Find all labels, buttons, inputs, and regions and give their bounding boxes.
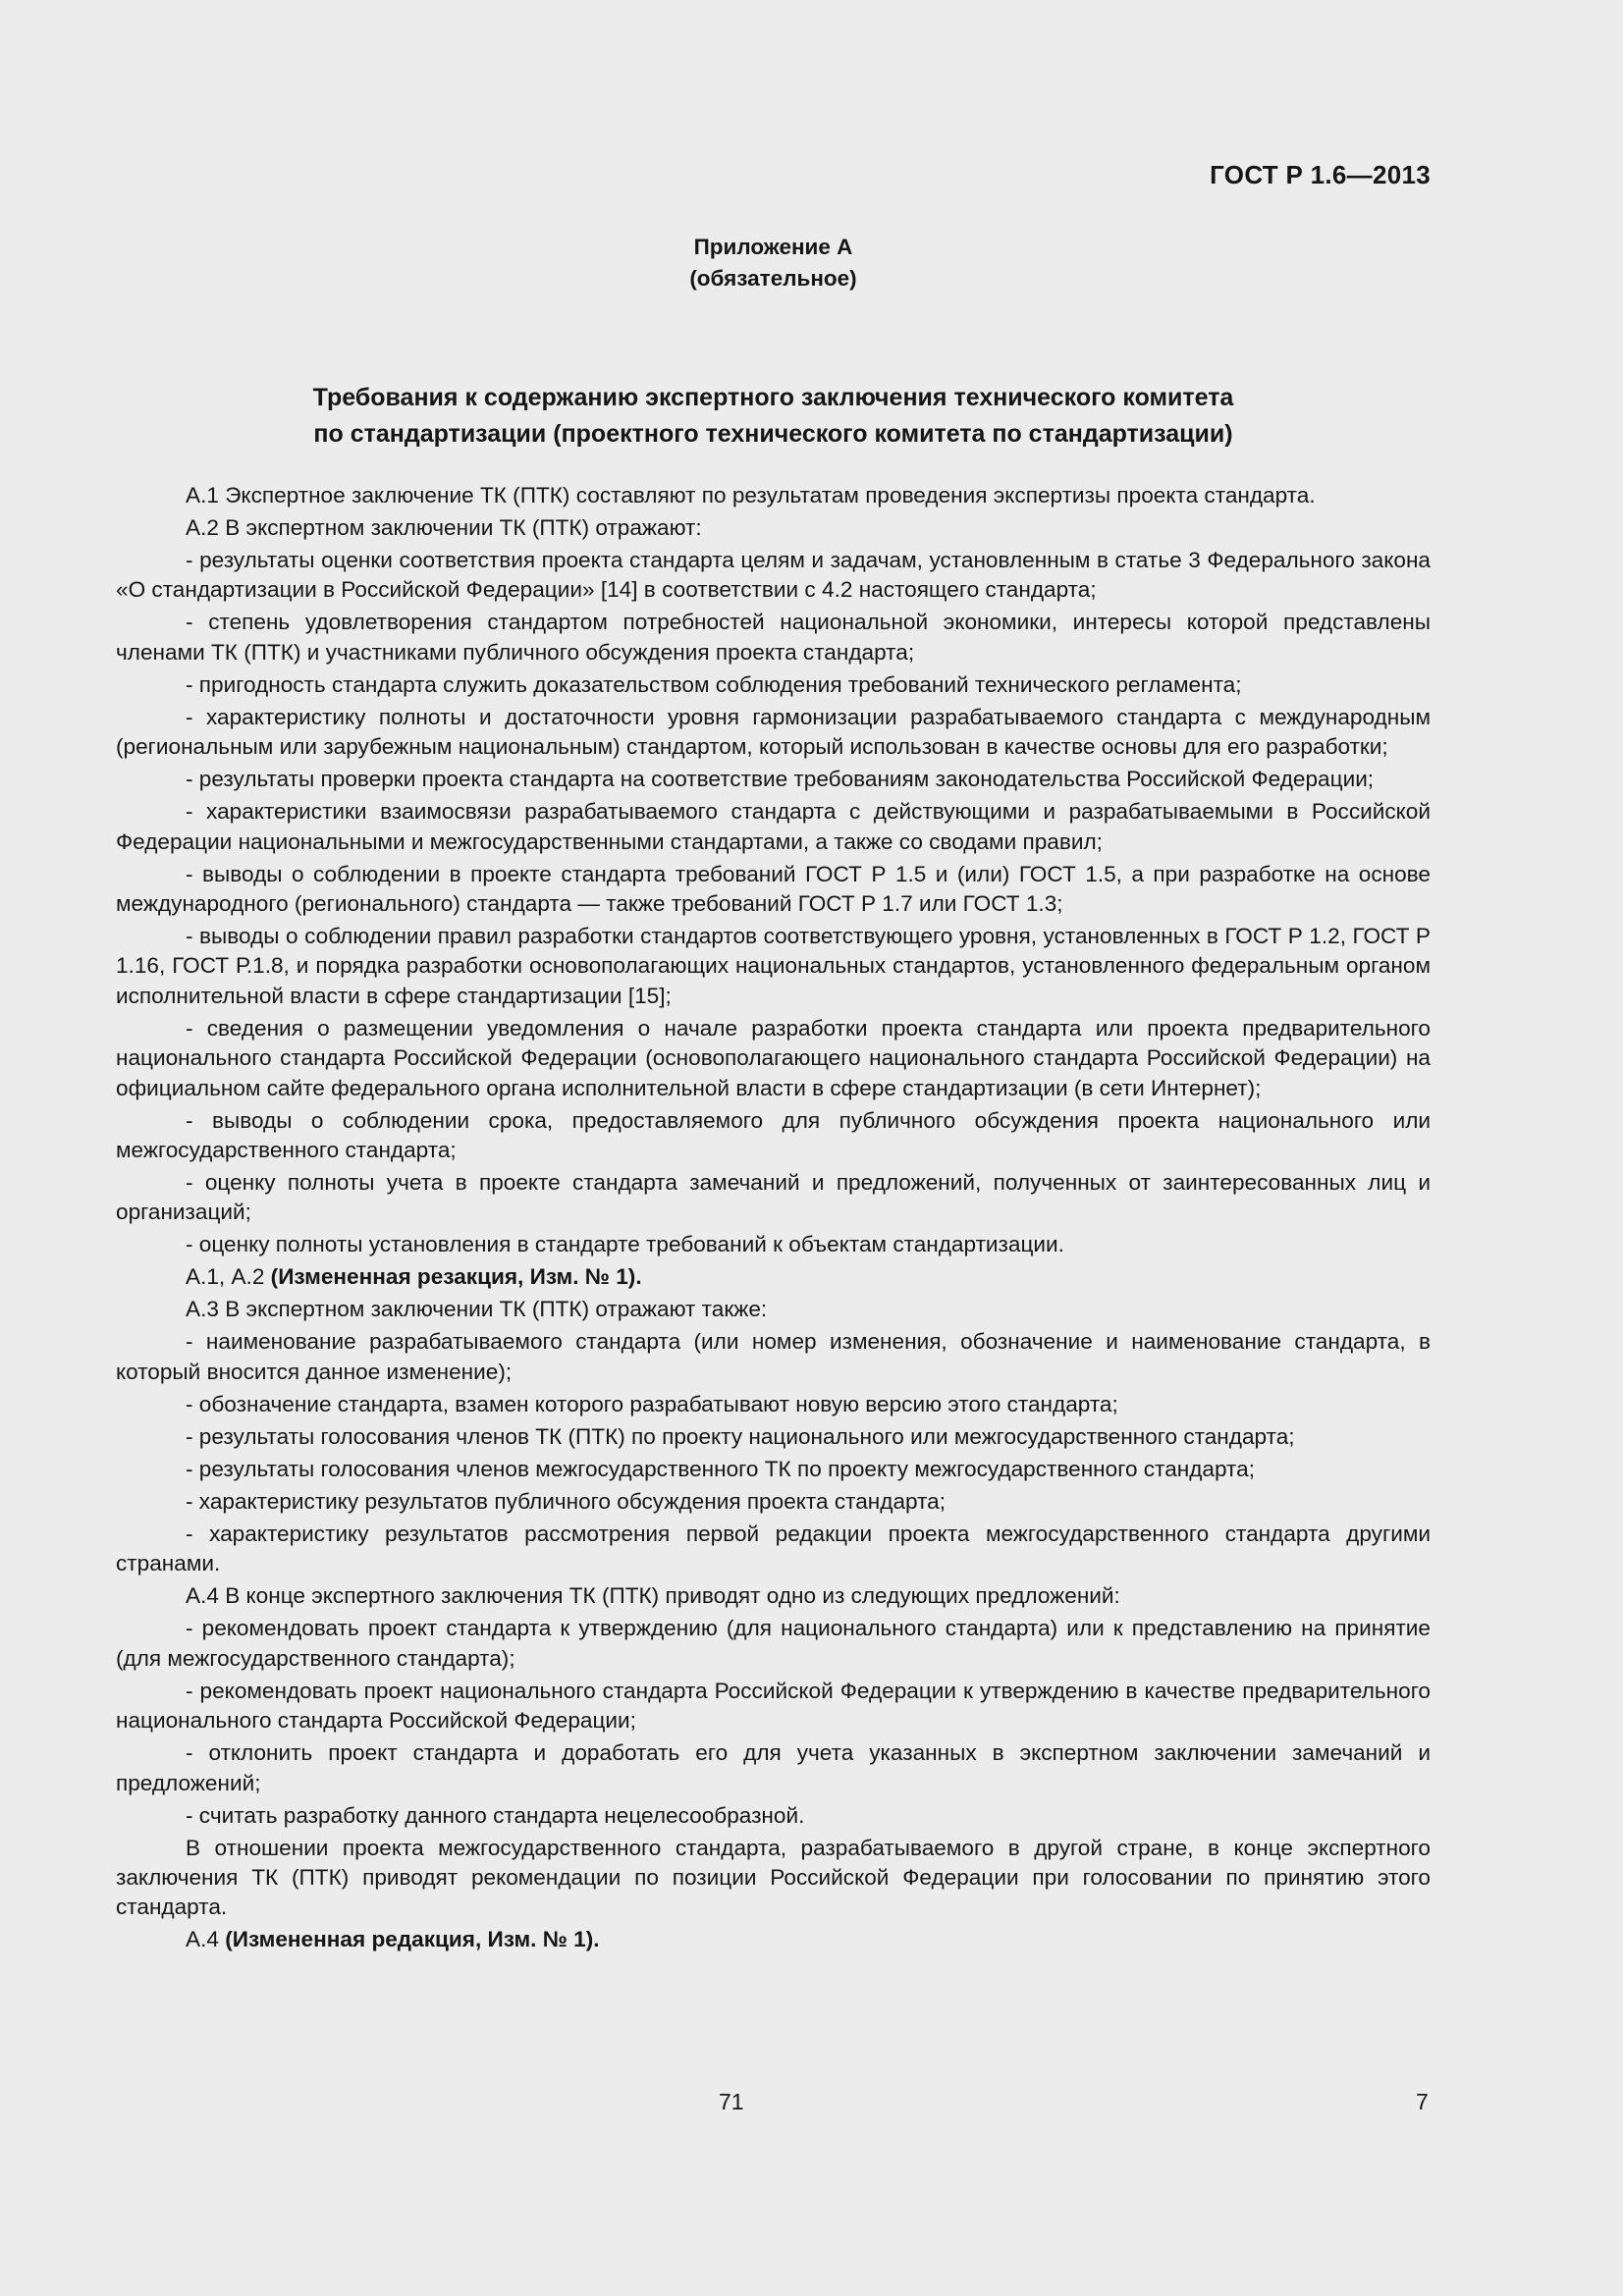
appendix-label: Приложение А — [693, 235, 853, 259]
page-number-center: 71 — [719, 2089, 744, 2114]
paragraph: В отношении проекта межгосударственного стандарта, разрабатываемого в другой стране, в конце экспертного заключения ТК (ПТК) приводят рекомендации по позиции Российской Федерации при голосовании по принятию этого стандарта. — [116, 1835, 1431, 1920]
amendment-note: (Измененная редакция, Изм. № 1). — [225, 1927, 600, 1952]
paragraph-prefix: А.1, А.2 — [186, 1264, 271, 1290]
appendix-status: (обязательное) — [689, 266, 857, 291]
page-number-right: 7 — [1416, 2089, 1429, 2114]
paragraph — [116, 1925, 1431, 1954]
paragraph: - выводы о соблюдении в проекте стандарта требований ГОСТ Р 1.5 и (или) ГОСТ 1.5, а при разработке на основе международного (регионального) стандарта — также требований ГОСТ Р 1.7 или ГОСТ 1.3; — [116, 861, 1431, 917]
paragraph: - наименование разрабатываемого стандарта (или номер изменения, обозначение и наименование стандарта, в который вносится данное изменение); — [116, 1329, 1431, 1384]
paragraph-prefix: А.4 — [186, 1927, 226, 1952]
paragraph: А.1 Экспертное заключение ТК (ПТК) составляют по результатам проведения экспертизы проекта стандарта. — [186, 483, 1316, 507]
paragraph: - характеристику результатов публичного обсуждения проекта стандарта; — [186, 1488, 947, 1514]
paragraph: - результаты голосования членов ТК (ПТК) по проекту национального или межгосударственного стандарта; — [186, 1423, 1295, 1449]
paragraph: - обозначение стандарта, взамен которого разрабатывают новую версию этого стандарта; — [186, 1391, 1118, 1416]
paragraph: А.2 В экспертном заключении ТК (ПТК) отражают: — [186, 515, 702, 540]
paragraph: - выводы о соблюдении правил разработки стандартов соответствующего уровня, установленных в ГОСТ Р 1.2, ГОСТ Р 1.16, ГОСТ Р.1.8, и порядка разработки основополагающих национальных стандартов, установленного федеральным органом исполнительной власти в сфере стандартизации [15]; — [116, 924, 1431, 1008]
paragraph: - рекомендовать проект стандарта к утверждению (для национального стандарта) или к представлению на принятие (для межгосударственного стандарта); — [116, 1616, 1431, 1671]
paragraph: - характеристики взаимосвязи разрабатываемого стандарта с действующими и разрабатываемыми в Российской Федерации национальными и межгосударственными стандартами, а также со сводами правил; — [116, 799, 1431, 854]
paragraph: - отклонить проект стандарта и доработать его для учета указанных в экспертном заключении замечаний и предложений; — [116, 1740, 1431, 1795]
paragraph: А.3 В экспертном заключении ТК (ПТК) отражают также: — [186, 1297, 768, 1322]
paragraph — [116, 1262, 1431, 1292]
paragraph: - характеристику полноты и достаточности уровня гармонизации разрабатываемого стандарта с международным (региональным или зарубежным национальным) стандартом, который использован в качестве основы для его разработки; — [116, 704, 1431, 760]
paragraph: - оценку полноты установления в стандарте требований к объектам стандартизации. — [186, 1232, 1064, 1257]
section-title-line-1: Требования к содержанию экспертного заключения технического комитета — [312, 384, 1234, 411]
section-title — [0, 380, 1546, 453]
paragraph: - характеристику результатов рассмотрения первой редакции проекта межгосударственного стандарта другими странами. — [116, 1521, 1431, 1576]
paragraph: А.4 В конце экспертного заключения ТК (ПТК) приводят одно из следующих предложений: — [186, 1583, 1120, 1609]
paragraph: - рекомендовать проект национального стандарта Российской Федерации к утверждению в качестве предварительного национального стандарта Российской Федерации; — [116, 1678, 1431, 1734]
document-id: ГОСТ Р 1.6—2013 — [1210, 160, 1431, 189]
paragraph: - сведения о размещении уведомления о начале разработки проекта стандарта или проекта предварительного национального стандарта Российской Федерации (основополагающего национального стандарта Российской Федерации) на официальном сайте федерального органа исполнительной власти в сфере стандартизации (в сети Интернет); — [116, 1015, 1431, 1100]
amendment-note: (Измененная резакция, Изм. № 1). — [270, 1264, 642, 1290]
paragraph: - степень удовлетворения стандартом потребностей национальной экономики, интересы которой представлены членами ТК (ПТК) и участниками публичного обсуждения проекта стандарта; — [116, 610, 1431, 665]
body-text — [116, 481, 1431, 1957]
appendix-heading — [0, 232, 1546, 294]
paragraph: - результаты проверки проекта стандарта на соответствие требованиям законодательства Российской Федерации; — [186, 767, 1375, 792]
paragraph: - результаты голосования членов межгосударственного ТК по проекту межгосударственного стандарта; — [186, 1456, 1255, 1481]
section-title-line-2: по стандартизации (проектного технического комитета по стандартизации) — [313, 420, 1233, 448]
paragraph: - считать разработку данного стандарта нецелесообразной. — [186, 1802, 805, 1828]
paragraph: - выводы о соблюдении срока, предоставляемого для публичного обсуждения проекта национального или межгосударственного стандарта; — [116, 1107, 1431, 1163]
paragraph: - оценку полноты учета в проекте стандарта замечаний и предложений, полученных от заинтересованных лиц и организаций; — [116, 1170, 1431, 1225]
paragraph: - результаты оценки соответствия проекта стандарта целям и задачам, установленным в статье 3 Федерального закона «О стандартизации в Российской Федерации» [14] в соответствии с 4.2 настоящего стандарта; — [116, 548, 1431, 603]
paragraph: - пригодность стандарта служить доказательством соблюдения требований технического регламента; — [186, 671, 1242, 697]
